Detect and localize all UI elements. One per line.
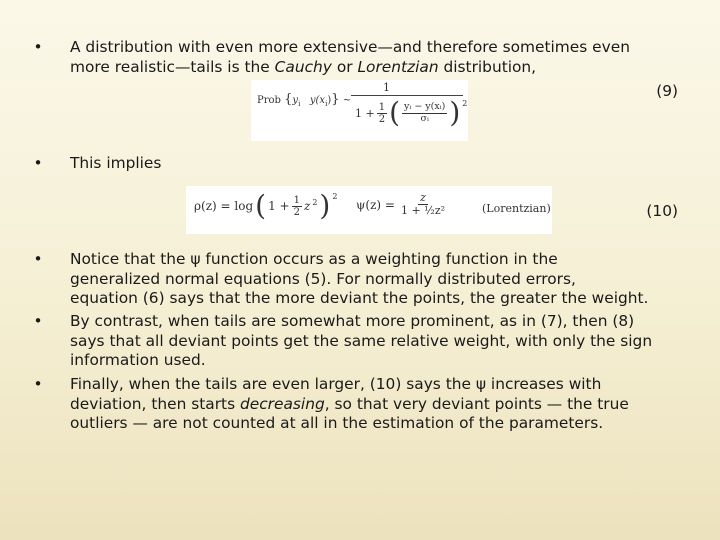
eq9-numerator: 1	[383, 81, 390, 94]
bullet1-line2-post: distribution,	[438, 57, 537, 76]
bullet3-line3: equation (6) says that the more deviant the points, the greater the weight.	[70, 289, 649, 307]
bullet-by-contrast	[28, 312, 688, 371]
eq9-lhs: Prob {$y_i$ $y(x_i)$} ~	[257, 92, 352, 108]
bullet-notice	[28, 250, 688, 309]
decreasing-term: decreasing	[239, 394, 325, 413]
bullet-text	[70, 375, 688, 434]
bullet3-line2: generalized normal equations (5). For normally distributed errors,	[70, 269, 576, 288]
bullet-dot: •	[33, 312, 43, 330]
bullet-dot: •	[33, 375, 43, 393]
bullet-text	[70, 312, 688, 371]
eq9-y: y	[292, 95, 299, 106]
eq9-den-one: 1 +	[355, 106, 375, 120]
eq10-label: (Lorentzian)	[482, 202, 551, 215]
eq9-inner: $\frac{\text{yᵢ − y(xᵢ)}}{\text{σᵢ}}$	[404, 101, 446, 124]
bullet-cauchy	[28, 38, 688, 77]
equation-number-10: (10)	[646, 202, 678, 220]
lorentzian-term: Lorentzian	[357, 57, 439, 76]
bullet3-line1: Notice that the ψ function occurs as a weighting function in the	[70, 250, 558, 268]
equation-number-9: (9)	[656, 82, 678, 100]
equation-10-image	[186, 186, 552, 234]
eq9-fraction-bar	[351, 95, 463, 96]
eq9-exponent: 2	[462, 99, 468, 108]
eq10-rho: ρ(z) = log ( 1 + $\frac{1}{2}$ z $^2$ ) $^2$	[194, 189, 338, 222]
bullet-dot: •	[33, 250, 43, 268]
eq9-denominator: 1 + $\frac{1}{2}$ ( $\frac{\text{yᵢ − y(xᵢ)}}{\text{σᵢ}}$ ) $^2$	[355, 96, 468, 129]
eq9-sim: ~	[342, 95, 352, 106]
bullet-text: This implies	[70, 154, 162, 172]
eq10-rho-inner: 1 +	[268, 199, 290, 213]
bullet-text	[70, 38, 688, 77]
eq10-psi	[356, 192, 447, 217]
eq9-arg-close: )	[327, 95, 332, 106]
bullet5-line2-pre: deviation, then starts	[70, 394, 240, 413]
eq10-rho-half: $\frac{1}{2}$	[293, 194, 300, 218]
bullet1-line1: A distribution with even more extensive—and therefore sometimes even	[70, 38, 630, 56]
bullet-finally	[28, 375, 688, 434]
bullet-dot: •	[33, 154, 43, 172]
bullet1-line2-mid: or	[331, 57, 358, 76]
eq10-psi-lhs: ψ(z) =	[356, 197, 395, 212]
eq9-arg: y(x	[309, 95, 326, 106]
bullet1-line2-pre: more realistic—tails is the	[70, 57, 275, 76]
eq9-y-sub: i	[298, 100, 301, 108]
eq10-rho-z: z	[304, 199, 311, 213]
bullet-implies	[28, 154, 688, 174]
bullet4-line1: By contrast, when tails are somewhat more prominent, as in (7), then (8)	[70, 312, 635, 330]
bullet5-line1: Finally, when the tails are even larger, (10) says the ψ increases with	[70, 375, 602, 393]
bullet-text	[70, 250, 688, 309]
eq10-rho-exp: 2	[332, 192, 338, 201]
eq10-psi-frac: $\frac{z}{\text{1 + ½z²}}$	[400, 191, 446, 218]
eq10-rho-lhs: ρ(z) = log	[194, 199, 254, 213]
equation-9-image	[251, 80, 468, 141]
bullet4-line2: says that all deviant points get the same relative weight, with only the sign	[70, 331, 653, 350]
bullet5-line3: outliers — are not counted at all in the estimation of the parameters.	[70, 414, 604, 432]
bullet4-line3: information used.	[70, 351, 206, 369]
eq9-arg-sub: i	[325, 100, 328, 108]
cauchy-term: Cauchy	[274, 57, 332, 76]
eq9-prob: Prob	[257, 95, 281, 106]
bullet5-line2-post: , so that very deviant points — the true	[324, 394, 629, 413]
bullet-dot: •	[33, 38, 43, 56]
eq9-half: $\frac{1}{2}$	[378, 101, 386, 125]
